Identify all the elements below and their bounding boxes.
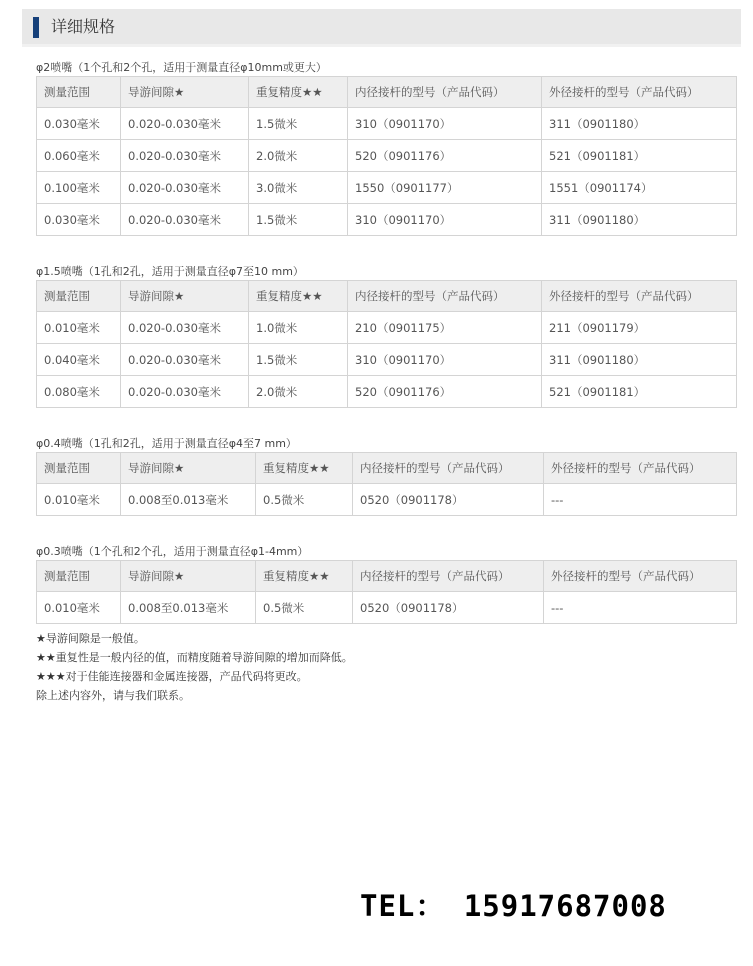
table-cell: 0.080毫米 xyxy=(37,376,121,408)
table-row xyxy=(37,140,737,172)
table-cell: 1550（0901177） xyxy=(348,172,542,204)
table-cell: 0520（0901178） xyxy=(353,484,544,516)
column-header: 测量范围 xyxy=(37,281,121,312)
column-header: 重复精度★★ xyxy=(249,77,348,108)
footnote: ★导游间隙是一般值。 xyxy=(36,632,145,645)
table-cell: 0.010毫米 xyxy=(37,592,121,624)
table-cell: --- xyxy=(544,592,737,624)
table-cell: 0.5微米 xyxy=(256,592,353,624)
table-row xyxy=(37,204,737,236)
column-header: 内径接杆的型号（产品代码） xyxy=(348,77,542,108)
section-accent-bar xyxy=(33,17,39,38)
contact-phone: TEL： 15917687008 xyxy=(360,889,667,923)
table-cell: 0.008至0.013毫米 xyxy=(121,484,256,516)
table-cell: 0.030毫米 xyxy=(37,204,121,236)
table-cell: 2.0微米 xyxy=(249,140,348,172)
section-header xyxy=(22,9,741,47)
table-cell: 1.5微米 xyxy=(249,204,348,236)
table-cell: 0.010毫米 xyxy=(37,312,121,344)
table-cell: 2.0微米 xyxy=(249,376,348,408)
column-header: 测量范围 xyxy=(37,77,121,108)
column-header: 外径接杆的型号（产品代码） xyxy=(544,453,737,484)
table-cell: 1.5微米 xyxy=(249,108,348,140)
table-row xyxy=(37,592,737,624)
table-cell: 0.020-0.030毫米 xyxy=(121,204,249,236)
table-row xyxy=(37,344,737,376)
table-cell: 521（0901181） xyxy=(542,376,737,408)
footnote: 除上述内容外，请与我们联系。 xyxy=(36,689,190,702)
table-title: φ0.4喷嘴（1孔和2孔，适用于测量直径φ4至7 mm） xyxy=(36,437,297,450)
table-row xyxy=(37,484,737,516)
table-title: φ2喷嘴（1个孔和2个孔，适用于测量直径φ10mm或更大） xyxy=(36,61,327,74)
table-header-row xyxy=(37,561,737,592)
column-header: 外径接杆的型号（产品代码） xyxy=(542,77,737,108)
column-header: 外径接杆的型号（产品代码） xyxy=(542,281,737,312)
table-cell: 1.0微米 xyxy=(249,312,348,344)
table-cell: 310（0901170） xyxy=(348,108,542,140)
table-cell: 0.020-0.030毫米 xyxy=(121,344,249,376)
column-header: 外径接杆的型号（产品代码） xyxy=(544,561,737,592)
column-header: 内径接杆的型号（产品代码） xyxy=(353,561,544,592)
column-header: 重复精度★★ xyxy=(256,453,353,484)
footnote: ★★★对于佳能连接器和金属连接器，产品代码将更改。 xyxy=(36,670,308,683)
spec-table xyxy=(36,76,737,236)
table-cell: 310（0901170） xyxy=(348,204,542,236)
table-cell: 210（0901175） xyxy=(348,312,542,344)
table-header-row xyxy=(37,281,737,312)
column-header: 重复精度★★ xyxy=(249,281,348,312)
spec-table xyxy=(36,560,737,624)
table-cell: 1551（0901174） xyxy=(542,172,737,204)
table-cell: 0.5微米 xyxy=(256,484,353,516)
spec-group-phi2 xyxy=(36,61,736,236)
column-header: 导游间隙★ xyxy=(121,281,249,312)
table-cell: 520（0901176） xyxy=(348,140,542,172)
table-cell: 311（0901180） xyxy=(542,204,737,236)
table-cell: 211（0901179） xyxy=(542,312,737,344)
table-cell: 521（0901181） xyxy=(542,140,737,172)
spec-group-phi0-3 xyxy=(36,545,736,624)
table-cell: 0.100毫米 xyxy=(37,172,121,204)
table-cell: 0.020-0.030毫米 xyxy=(121,376,249,408)
table-row xyxy=(37,312,737,344)
table-cell: 0520（0901178） xyxy=(353,592,544,624)
column-header: 导游间隙★ xyxy=(121,453,256,484)
column-header: 内径接杆的型号（产品代码） xyxy=(348,281,542,312)
table-cell: 520（0901176） xyxy=(348,376,542,408)
spec-table xyxy=(36,452,737,516)
column-header: 导游间隙★ xyxy=(121,77,249,108)
table-cell: 0.020-0.030毫米 xyxy=(121,312,249,344)
table-header-row xyxy=(37,77,737,108)
column-header: 重复精度★★ xyxy=(256,561,353,592)
column-header: 测量范围 xyxy=(37,561,121,592)
footnotes xyxy=(36,629,353,705)
table-row xyxy=(37,172,737,204)
table-cell: 311（0901180） xyxy=(542,344,737,376)
spec-group-phi1-5 xyxy=(36,265,736,408)
table-cell: 0.008至0.013毫米 xyxy=(121,592,256,624)
table-cell: 0.060毫米 xyxy=(37,140,121,172)
table-cell: 3.0微米 xyxy=(249,172,348,204)
table-cell: 0.020-0.030毫米 xyxy=(121,108,249,140)
spec-table xyxy=(36,280,737,408)
table-cell: 0.030毫米 xyxy=(37,108,121,140)
column-header: 导游间隙★ xyxy=(121,561,256,592)
table-row xyxy=(37,376,737,408)
table-title: φ1.5喷嘴（1孔和2孔，适用于测量直径φ7至10 mm） xyxy=(36,265,304,278)
footnote: ★★重复性是一般内径的值，而精度随着导游间隙的增加而降低。 xyxy=(36,651,353,664)
section-title: 详细规格 xyxy=(51,17,116,36)
table-cell: 0.020-0.030毫米 xyxy=(121,140,249,172)
spec-group-phi0-4 xyxy=(36,437,736,516)
table-cell: 0.020-0.030毫米 xyxy=(121,172,249,204)
table-row xyxy=(37,108,737,140)
table-cell: --- xyxy=(544,484,737,516)
table-cell: 0.010毫米 xyxy=(37,484,121,516)
table-cell: 0.040毫米 xyxy=(37,344,121,376)
table-cell: 1.5微米 xyxy=(249,344,348,376)
table-cell: 311（0901180） xyxy=(542,108,737,140)
table-header-row xyxy=(37,453,737,484)
table-cell: 310（0901170） xyxy=(348,344,542,376)
table-title: φ0.3喷嘴（1个孔和2个孔，适用于测量直径φ1-4mm） xyxy=(36,545,309,558)
column-header: 测量范围 xyxy=(37,453,121,484)
column-header: 内径接杆的型号（产品代码） xyxy=(353,453,544,484)
